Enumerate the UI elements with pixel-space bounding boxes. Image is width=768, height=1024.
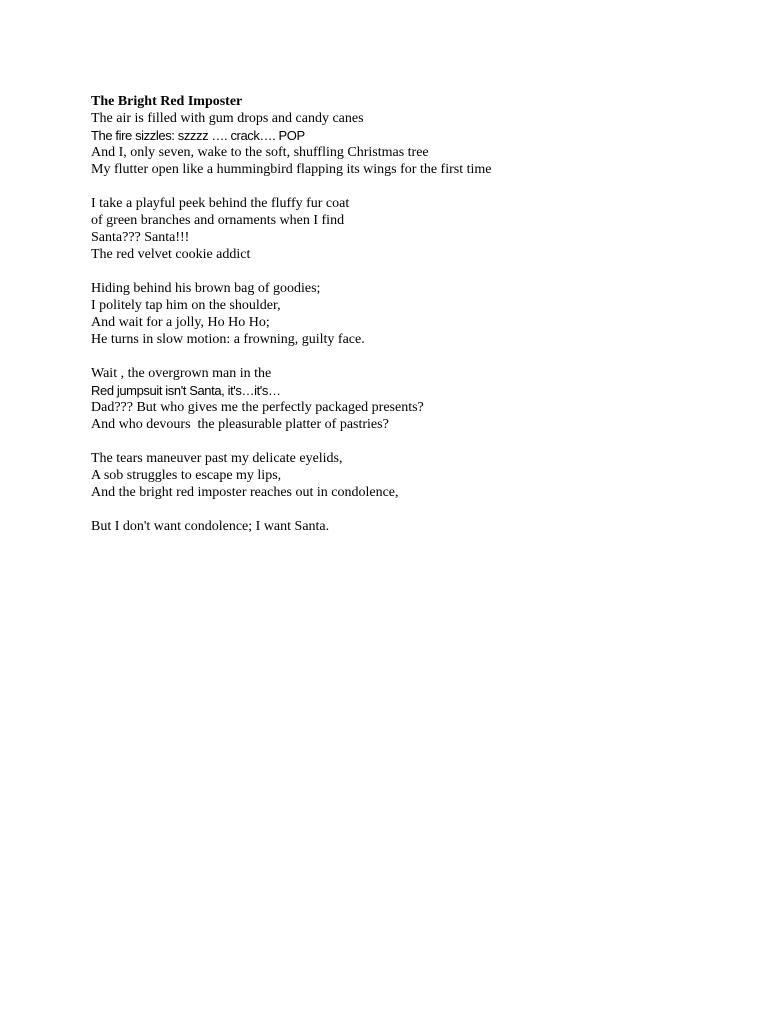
stanza-6 [91,518,731,535]
poem-line: Santa??? Santa!!! [91,230,190,245]
poem-line: Dad??? But who gives me the perfectly packaged presents? [91,400,424,415]
poem-line: And the bright red imposter reaches out in condolence, [91,485,399,500]
poem-line: A sob struggles to escape my lips, [91,468,282,483]
poem-line: He turns in slow motion: a frowning, guilty face. [91,332,365,347]
poem-line: And wait for a jolly, Ho Ho Ho; [91,315,270,330]
poem-line: of green branches and ornaments when I find [91,213,345,228]
stanza-5 [91,450,731,501]
poem-line: And who devours the pleasurable platter of pastries? [91,417,389,432]
document-page [91,93,731,552]
poem-line: The air is filled with gum drops and candy canes [91,111,364,126]
stanza-2 [91,195,731,263]
poem-line: I take a playful peek behind the fluffy fur coat [91,196,350,211]
poem-line: The fire sizzles: szzzz …. crack…. POP [91,128,305,143]
stanza-1 [91,110,731,178]
poem-line: And I, only seven, wake to the soft, shuffling Christmas tree [91,145,429,160]
poem-line: Wait , the overgrown man in the [91,366,272,381]
stanza-3 [91,280,731,348]
poem-line: The tears maneuver past my delicate eyelids, [91,451,343,466]
poem-line: But I don't want condolence; I want Santa. [91,519,330,534]
poem-line: I politely tap him on the shoulder, [91,298,281,313]
poem-line: My flutter open like a hummingbird flapping its wings for the first time [91,162,492,177]
poem-line: Hiding behind his brown bag of goodies; [91,281,321,296]
poem-line: The red velvet cookie addict [91,247,251,262]
stanza-4 [91,365,731,433]
poem-title: The Bright Red Imposter [91,94,243,109]
poem-line: Red jumpsuit isn't Santa, it's…it's… [91,383,281,398]
